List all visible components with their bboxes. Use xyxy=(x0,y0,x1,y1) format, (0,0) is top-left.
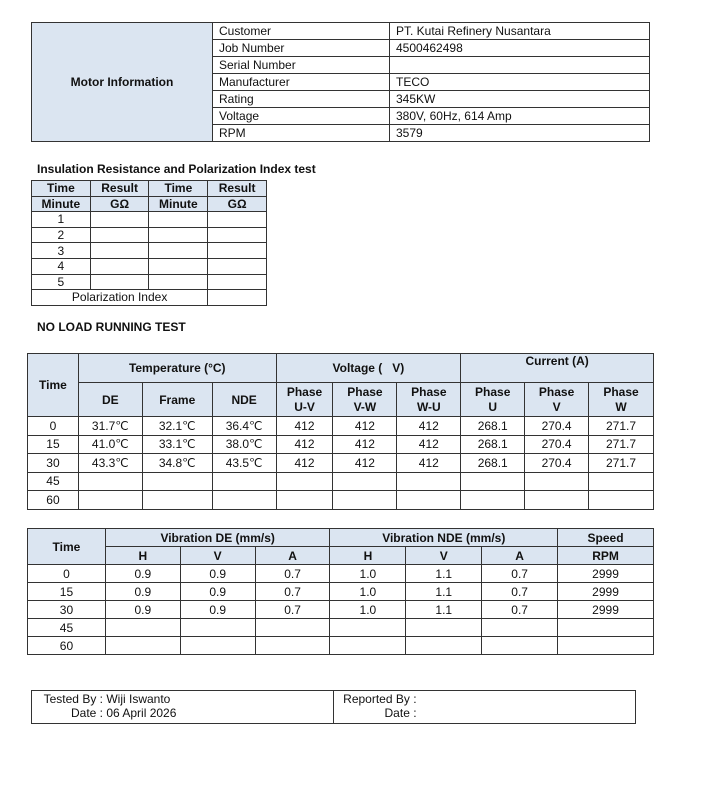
vibration-time-cell: 15 xyxy=(28,583,106,601)
vibration-data-row xyxy=(28,601,654,619)
voltage-group-header: Voltage ( V) xyxy=(276,354,461,383)
tested-date-label: Date : xyxy=(70,706,103,720)
motor-field-value: TECO xyxy=(390,74,650,91)
vibration-value-cell xyxy=(255,637,330,655)
insulation-header-cell: Result xyxy=(208,181,267,197)
no-load-value-cell: 268.1 xyxy=(461,454,525,473)
no-load-value-cell: 33.1℃ xyxy=(142,435,212,454)
insulation-unit-row xyxy=(32,196,267,212)
insulation-cell xyxy=(208,243,267,259)
vibration-time-header: Time xyxy=(28,529,106,565)
no-load-value-cell: 43.3℃ xyxy=(78,454,142,473)
reported-by-label: Reported By : xyxy=(343,692,417,706)
vibration-de-group-header: Vibration DE (mm/s) xyxy=(105,529,330,547)
no-load-value-cell xyxy=(78,491,142,510)
insulation-cell xyxy=(90,212,149,228)
motor-field-label: Customer xyxy=(213,23,390,40)
vibration-sub-header: RPM xyxy=(558,547,654,565)
no-load-value-cell xyxy=(589,472,654,491)
insulation-table xyxy=(31,180,267,306)
motor-field-value: PT. Kutai Refinery Nusantara xyxy=(390,23,650,40)
reported-cell xyxy=(333,691,635,724)
polarization-index-row xyxy=(32,290,267,306)
vibration-value-cell: 0.9 xyxy=(105,601,180,619)
no-load-value-cell: 268.1 xyxy=(461,435,525,454)
insulation-minute: 5 xyxy=(32,274,91,290)
no-load-value-cell: 412 xyxy=(397,454,461,473)
motor-field-label: Serial Number xyxy=(213,57,390,74)
no-load-value-cell xyxy=(525,491,589,510)
vibration-value-cell xyxy=(558,619,654,637)
no-load-value-cell xyxy=(461,491,525,510)
no-load-value-cell: 270.4 xyxy=(525,435,589,454)
insulation-cell xyxy=(208,258,267,274)
insulation-header-cell: Time xyxy=(149,181,208,197)
vibration-data-row xyxy=(28,619,654,637)
tested-date-value: 06 April 2026 xyxy=(106,706,177,720)
tested-by-label: Tested By : xyxy=(43,692,103,706)
insulation-header-cell: Result xyxy=(90,181,149,197)
vibration-value-cell xyxy=(180,619,255,637)
no-load-data-row xyxy=(28,417,654,436)
temperature-col-header: NDE xyxy=(212,383,276,417)
vibration-data-row xyxy=(28,565,654,583)
insulation-cell xyxy=(90,243,149,259)
no-load-time-cell: 45 xyxy=(28,472,79,491)
vibration-group-row xyxy=(28,529,654,547)
vibration-value-cell: 1.0 xyxy=(330,583,406,601)
no-load-value-cell: 412 xyxy=(397,435,461,454)
voltage-col-header: Phase W-U xyxy=(397,383,461,417)
vibration-value-cell xyxy=(406,619,482,637)
motor-info-header: Motor Information xyxy=(32,23,213,142)
temperature-col-header: DE xyxy=(78,383,142,417)
insulation-cell xyxy=(90,258,149,274)
insulation-cell xyxy=(149,274,208,290)
motor-field-value: 345KW xyxy=(390,91,650,108)
tested-by-value: Wiji Iswanto xyxy=(106,692,171,706)
vibration-value-cell xyxy=(330,619,406,637)
polarization-index-value xyxy=(208,290,267,306)
no-load-time-cell: 0 xyxy=(28,417,79,436)
no-load-value-cell xyxy=(276,491,333,510)
insulation-cell xyxy=(208,274,267,290)
vibration-value-cell: 0.7 xyxy=(482,601,558,619)
vibration-value-cell: 0.7 xyxy=(255,601,330,619)
no-load-value-cell: 271.7 xyxy=(589,417,654,436)
no-load-value-cell: 270.4 xyxy=(525,454,589,473)
no-load-value-cell: 41.0℃ xyxy=(78,435,142,454)
no-load-value-cell xyxy=(397,491,461,510)
insulation-cell xyxy=(90,274,149,290)
no-load-value-cell: 412 xyxy=(333,454,397,473)
vibration-sub-row xyxy=(28,547,654,565)
no-load-data-row xyxy=(28,472,654,491)
vibration-sub-header: H xyxy=(330,547,406,565)
vibration-time-cell: 45 xyxy=(28,619,106,637)
vibration-value-cell: 0.9 xyxy=(180,583,255,601)
motor-field-label: Rating xyxy=(213,91,390,108)
vibration-data-row xyxy=(28,637,654,655)
no-load-table xyxy=(27,353,654,510)
vibration-value-cell: 1.1 xyxy=(406,583,482,601)
no-load-value-cell: 412 xyxy=(397,417,461,436)
motor-info-table xyxy=(31,22,650,142)
vibration-value-cell xyxy=(482,637,558,655)
no-load-time-cell: 60 xyxy=(28,491,79,510)
temperature-col-header: Frame xyxy=(142,383,212,417)
motor-field-label: Manufacturer xyxy=(213,74,390,91)
vibration-value-cell: 2999 xyxy=(558,565,654,583)
insulation-header-row xyxy=(32,181,267,197)
vibration-value-cell: 0.9 xyxy=(180,601,255,619)
vibration-value-cell: 1.0 xyxy=(330,601,406,619)
no-load-value-cell xyxy=(461,472,525,491)
motor-row xyxy=(32,23,650,40)
no-load-value-cell: 412 xyxy=(333,417,397,436)
vibration-sub-header: V xyxy=(406,547,482,565)
vibration-sub-header: H xyxy=(105,547,180,565)
vibration-value-cell xyxy=(558,637,654,655)
no-load-value-cell: 36.4℃ xyxy=(212,417,276,436)
insulation-cell xyxy=(149,212,208,228)
no-load-value-cell xyxy=(333,491,397,510)
no-load-data-row xyxy=(28,435,654,454)
insulation-row xyxy=(32,227,267,243)
motor-field-label: Voltage xyxy=(213,108,390,125)
no-load-time-cell: 30 xyxy=(28,454,79,473)
vibration-value-cell: 2999 xyxy=(558,583,654,601)
vibration-value-cell: 0.9 xyxy=(105,565,180,583)
motor-field-value xyxy=(390,57,650,74)
vibration-value-cell: 0.9 xyxy=(180,565,255,583)
vibration-sub-header: A xyxy=(482,547,558,565)
insulation-row xyxy=(32,212,267,228)
insulation-header-cell: Time xyxy=(32,181,91,197)
no-load-value-cell xyxy=(525,472,589,491)
motor-field-label: RPM xyxy=(213,125,390,142)
insulation-cell xyxy=(208,212,267,228)
no-load-column-row xyxy=(28,383,654,417)
insulation-unit-cell: GΩ xyxy=(208,196,267,212)
vibration-value-cell: 0.7 xyxy=(482,583,558,601)
no-load-value-cell xyxy=(333,472,397,491)
vibration-value-cell: 1.1 xyxy=(406,565,482,583)
no-load-value-cell: 32.1℃ xyxy=(142,417,212,436)
insulation-unit-cell: Minute xyxy=(149,196,208,212)
insulation-cell xyxy=(90,227,149,243)
no-load-data-row xyxy=(28,491,654,510)
no-load-value-cell xyxy=(397,472,461,491)
vibration-value-cell: 0.7 xyxy=(255,565,330,583)
insulation-cell xyxy=(149,258,208,274)
no-load-value-cell: 31.7℃ xyxy=(78,417,142,436)
no-load-value-cell: 412 xyxy=(276,435,333,454)
no-load-value-cell: 271.7 xyxy=(589,435,654,454)
current-col-header: Phase U xyxy=(461,383,525,417)
vibration-value-cell xyxy=(255,619,330,637)
no-load-value-cell xyxy=(78,472,142,491)
no-load-value-cell xyxy=(212,472,276,491)
no-load-value-cell xyxy=(142,491,212,510)
vibration-value-cell xyxy=(406,637,482,655)
insulation-minute: 3 xyxy=(32,243,91,259)
insulation-cell xyxy=(149,243,208,259)
tested-cell xyxy=(32,691,334,724)
current-col-header: Phase V xyxy=(525,383,589,417)
no-load-value-cell xyxy=(142,472,212,491)
no-load-value-cell: 34.8℃ xyxy=(142,454,212,473)
vibration-value-cell: 2999 xyxy=(558,601,654,619)
speed-group-header: Speed xyxy=(558,529,654,547)
vibration-sub-header: V xyxy=(180,547,255,565)
no-load-value-cell xyxy=(212,491,276,510)
insulation-cell xyxy=(149,227,208,243)
vibration-value-cell: 0.7 xyxy=(255,583,330,601)
insulation-row xyxy=(32,258,267,274)
signature-table xyxy=(31,690,636,724)
motor-field-value: 4500462498 xyxy=(390,40,650,57)
motor-field-value: 3579 xyxy=(390,125,650,142)
insulation-unit-cell: Minute xyxy=(32,196,91,212)
vibration-value-cell xyxy=(105,637,180,655)
vibration-value-cell xyxy=(482,619,558,637)
voltage-col-header: Phase V-W xyxy=(333,383,397,417)
vibration-nde-group-header: Vibration NDE (mm/s) xyxy=(330,529,558,547)
vibration-value-cell xyxy=(105,619,180,637)
voltage-col-header: Phase U-V xyxy=(276,383,333,417)
no-load-value-cell xyxy=(276,472,333,491)
current-col-header: Phase W xyxy=(589,383,654,417)
no-load-value-cell: 268.1 xyxy=(461,417,525,436)
no-load-value-cell: 270.4 xyxy=(525,417,589,436)
no-load-group-row xyxy=(28,354,654,383)
vibration-value-cell: 0.9 xyxy=(105,583,180,601)
vibration-value-cell: 1.1 xyxy=(406,601,482,619)
temperature-group-header: Temperature (°C) xyxy=(78,354,276,383)
reported-date-label: Date : xyxy=(384,706,417,720)
vibration-value-cell: 1.0 xyxy=(330,565,406,583)
no-load-value-cell: 412 xyxy=(333,435,397,454)
vibration-time-cell: 30 xyxy=(28,601,106,619)
insulation-row xyxy=(32,243,267,259)
insulation-row xyxy=(32,274,267,290)
polarization-index-label: Polarization Index xyxy=(32,290,208,306)
motor-field-label: Job Number xyxy=(213,40,390,57)
no-load-value-cell: 412 xyxy=(276,454,333,473)
no-load-value-cell: 412 xyxy=(276,417,333,436)
insulation-minute: 1 xyxy=(32,212,91,228)
vibration-sub-header: A xyxy=(255,547,330,565)
vibration-table xyxy=(27,528,654,655)
motor-field-value: 380V, 60Hz, 614 Amp xyxy=(390,108,650,125)
no-load-title: NO LOAD RUNNING TEST xyxy=(37,320,186,334)
no-load-value-cell xyxy=(589,491,654,510)
vibration-value-cell xyxy=(180,637,255,655)
vibration-time-cell: 0 xyxy=(28,565,106,583)
insulation-cell xyxy=(208,227,267,243)
no-load-value-cell: 43.5℃ xyxy=(212,454,276,473)
insulation-minute: 4 xyxy=(32,258,91,274)
current-group-header: Current (A) xyxy=(461,354,654,383)
no-load-time-header: Time xyxy=(28,354,79,417)
vibration-value-cell xyxy=(330,637,406,655)
no-load-value-cell: 38.0℃ xyxy=(212,435,276,454)
vibration-value-cell: 0.7 xyxy=(482,565,558,583)
vibration-data-row xyxy=(28,583,654,601)
insulation-title: Insulation Resistance and Polarization Index test xyxy=(37,162,316,176)
insulation-unit-cell: GΩ xyxy=(90,196,149,212)
no-load-time-cell: 15 xyxy=(28,435,79,454)
no-load-value-cell: 271.7 xyxy=(589,454,654,473)
insulation-minute: 2 xyxy=(32,227,91,243)
vibration-time-cell: 60 xyxy=(28,637,106,655)
no-load-data-row xyxy=(28,454,654,473)
